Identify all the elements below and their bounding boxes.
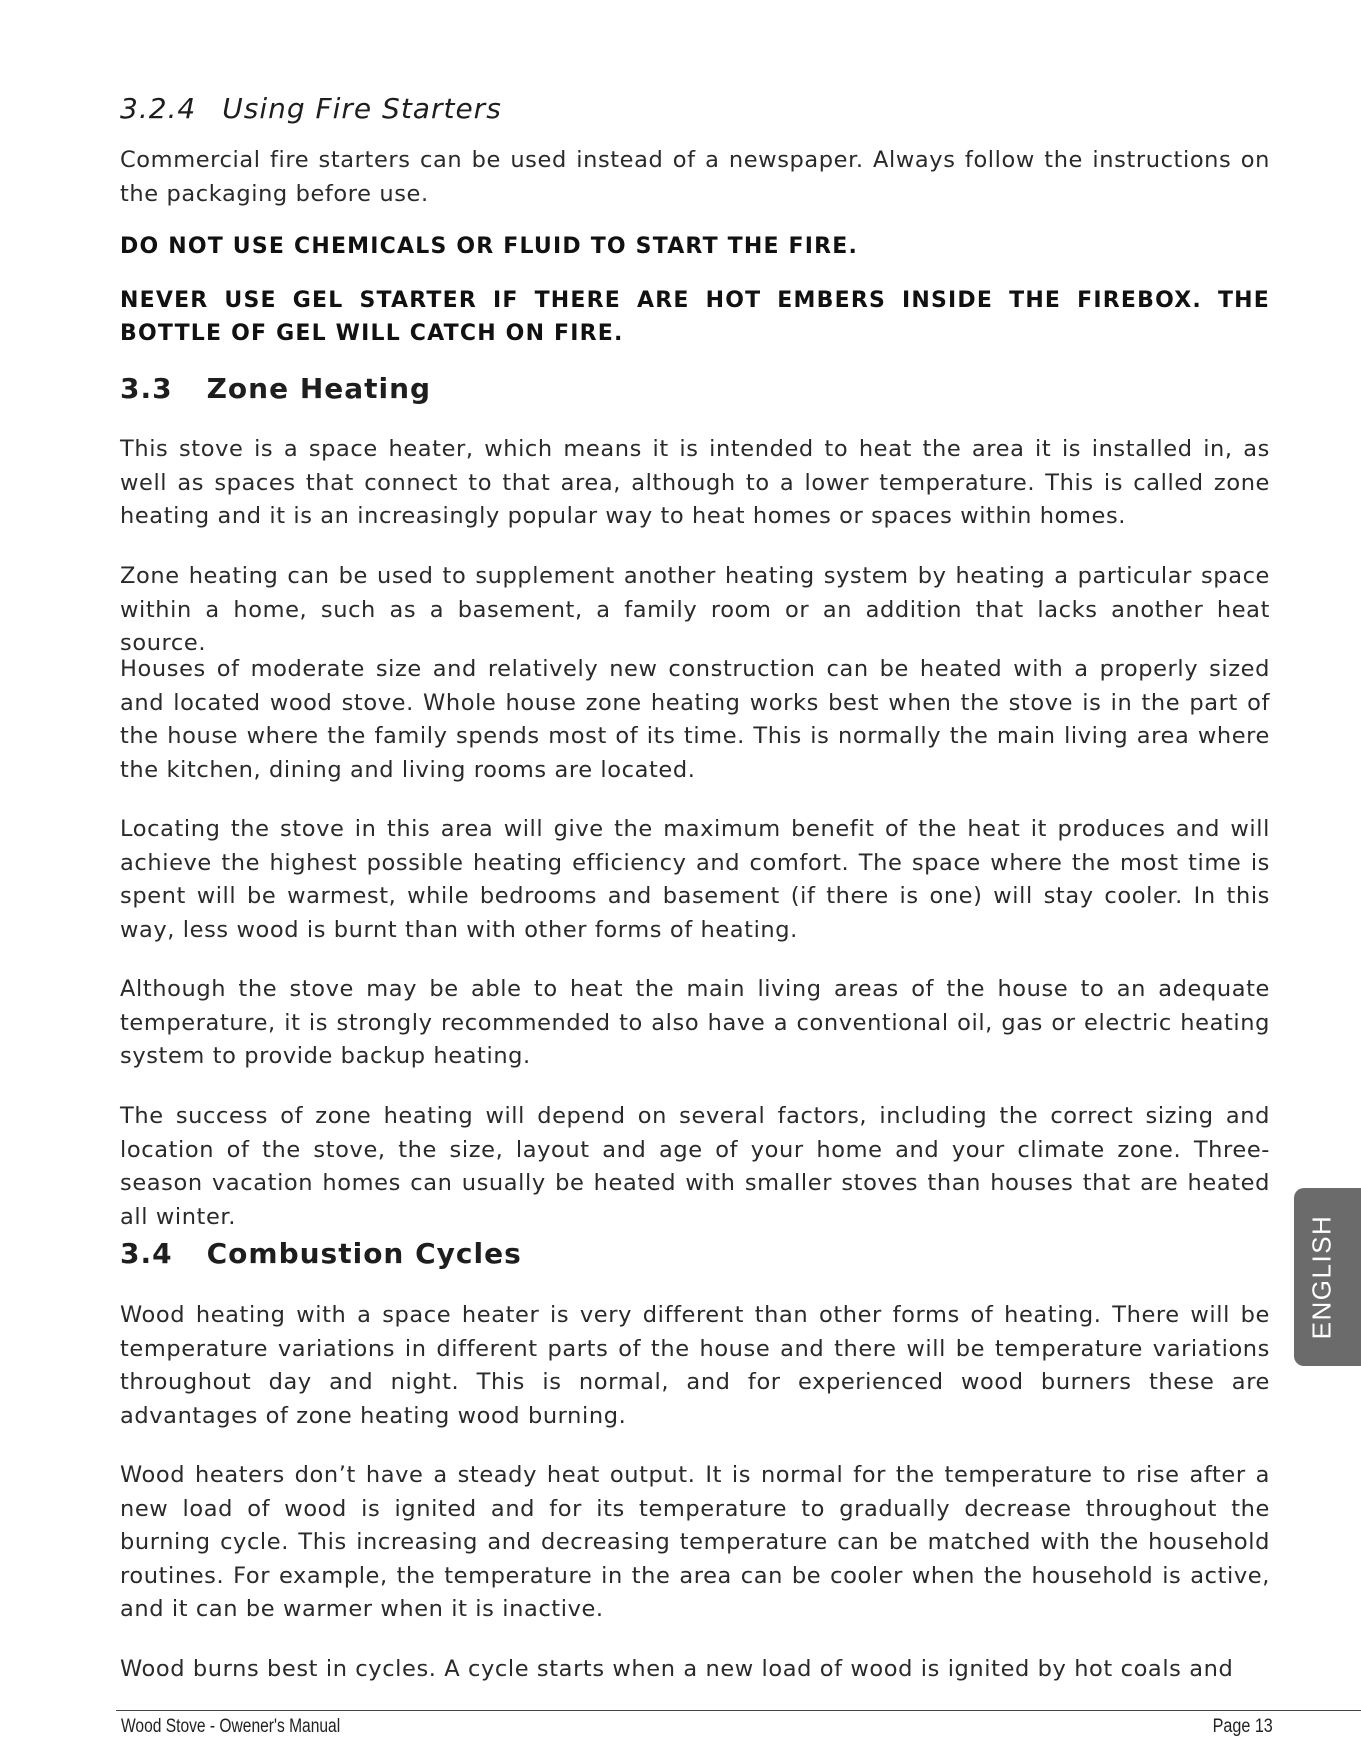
paragraph-zone-heating-6: The success of zone heating will depend on several factors, including the correct sizing and location of the stove, the size, layout and age of your home and your climate zone. Three-season vacation homes can usually be heated with smaller stoves than houses that are heated all winter.: [120, 1103, 1270, 1230]
footer-divider: [116, 1710, 1361, 1711]
paragraph-zone-heating-4: Locating the stove in this area will give the maximum benefit of the heat it produces and will achieve the highest possible heating efficiency and comfort. The space where the most time is spent will be warmest, while bedrooms and basement (if there is one) will stay cooler. In this way, less wood is burnt than with other forms of heating.: [120, 816, 1270, 943]
paragraph-combustion-3: Wood burns best in cycles. A cycle starts when a new load of wood is ignited by hot coals and: [120, 1656, 1234, 1682]
paragraph-zone-heating-1: This stove is a space heater, which means it is intended to heat the area it is installed in, as well as spaces that connect to that area, although to a lower temperature. This is called zone heating and it is an increasingly popular way to heat homes or spaces within homes.: [120, 436, 1270, 529]
heading-number: 3.4: [120, 1237, 173, 1270]
paragraph-zone-heating-2: Zone heating can be used to supplement another heating system by heating a particular space within a home, such as a basement, a family room or an addition that lacks another heat source.: [120, 563, 1270, 656]
heading-title: Zone Heating: [206, 372, 432, 405]
paragraph-zone-heating-3: Houses of moderate size and relatively new construction can be heated with a properly sized and located wood stove. Whole house zone heating works best when the stove is in the part of the house where the family spends most of its time. This is normally the main living area where the kitchen, dining and living rooms are located.: [120, 656, 1270, 783]
warning-gel-starter: NEVER USE GEL STARTER IF THERE ARE HOT EMBERS INSIDE THE FIREBOX. THE BOTTLE OF GEL WILL CATCH ON FIRE.: [120, 288, 1270, 346]
paragraph-zone-heating-5: Although the stove may be able to heat the main living areas of the house to an adequate temperature, it is strongly recommended to also have a conventional oil, gas or electric heating system to provide backup heating.: [120, 976, 1270, 1069]
language-tab: [1294, 1188, 1361, 1366]
heading-3-2-4: [120, 92, 502, 125]
footer-document-title: Wood Stove - Owener's Manual: [121, 1716, 341, 1737]
heading-title: Using Fire Starters: [222, 92, 502, 125]
paragraph-combustion-1: Wood heating with a space heater is very different than other forms of heating. There will be temperature variations in different parts of the house and there will be temperature variations throughout day and night. This is normal, and for experienced wood burners these are advantages of zone heating wood burning.: [120, 1302, 1270, 1429]
heading-title: Combustion Cycles: [206, 1237, 522, 1270]
heading-number: 3.3: [120, 372, 173, 405]
language-tab-label: ENGLISH: [1306, 1214, 1337, 1340]
footer-page-number: Page 13: [1212, 1716, 1273, 1737]
paragraph-fire-starters: Commercial fire starters can be used instead of a newspaper. Always follow the instructions on the packaging before use.: [120, 147, 1270, 207]
heading-3-3: [120, 372, 431, 405]
warning-no-chemicals: DO NOT USE CHEMICALS OR FLUID TO START THE FIRE.: [120, 234, 859, 259]
paragraph-combustion-2: Wood heaters don’t have a steady heat output. It is normal for the temperature to rise after a new load of wood is ignited and for its temperature to gradually decrease throughout the burning cycle. This increasing and decreasing temperature can be matched with the household routines. For example, the temperature in the area can be cooler when the household is active, and it can be warmer when it is inactive.: [120, 1462, 1270, 1622]
heading-number: 3.2.4: [120, 92, 197, 125]
heading-3-4: [120, 1237, 522, 1270]
